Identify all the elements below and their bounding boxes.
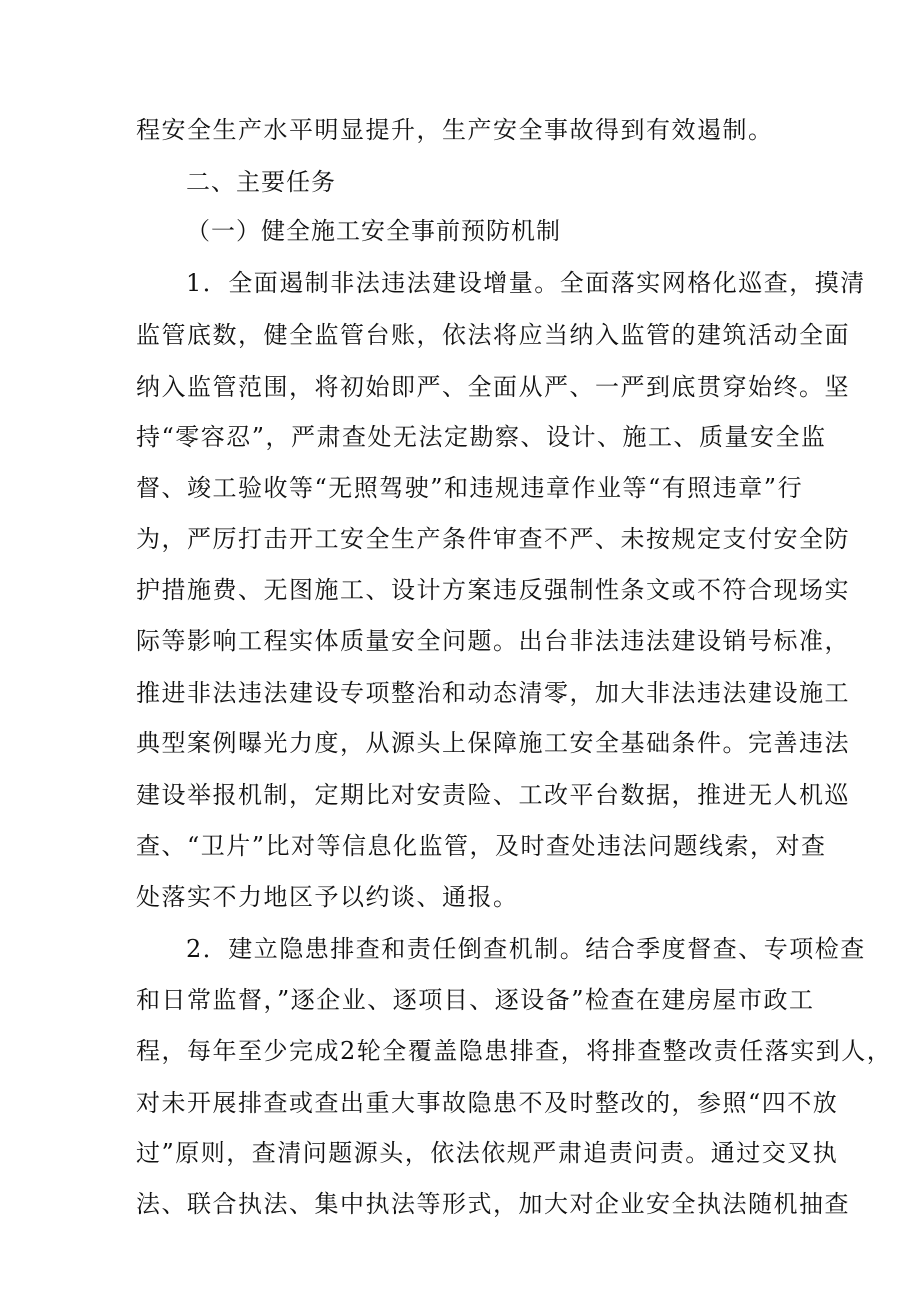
paragraph-line: 持“零容忍”，严肃查处无法定勘察、设计、施工、质量安全监 <box>136 423 827 451</box>
paragraph-line: 督、竣工验收等“无照驾驶”和违规违章作业等“有照违章”行 <box>136 474 804 502</box>
paragraph-line: 过”原则，查清问题源头，依法依规严肃追责问责。通过交叉执 <box>136 1139 839 1167</box>
subsection-heading: （一）健全施工安全事前预防机制 <box>186 217 561 245</box>
paragraph-line: 护措施费、无图施工、设计方案违反强制性条文或不符合现场实 <box>136 576 850 604</box>
paragraph-line: 纳入监管范围，将初始即严、全面从严、一严到底贯穿始终。坚 <box>136 373 850 401</box>
paragraph-line: 1．全面遏制非法违法建设增量。全面落实网格化巡查，摸清 <box>186 269 866 297</box>
paragraph-line: 查、“卫片”比对等信息化监管，及时查处违法问题线索，对查 <box>136 832 827 860</box>
paragraph-line: 处落实不力地区予以约谈、通报。 <box>136 883 519 911</box>
paragraph-line: 2．建立隐患排查和责任倒查机制。结合季度督查、专项检查 <box>186 935 866 963</box>
paragraph-line: 对未开展排查或查出重大事故隐患不及时整改的，参照“四不放 <box>136 1089 839 1117</box>
paragraph-line: 法、联合执法、集中执法等形式，加大对企业安全执法随机抽查 <box>136 1190 850 1218</box>
paragraph-line: 建设举报机制，定期比对安责险、工改平台数据，推进无人机巡 <box>136 781 850 809</box>
paragraph-line: 推进非法违法建设专项整治和动态清零，加大非法违法建设施工 <box>136 679 850 707</box>
paragraph-line: 监管底数，健全监管台账，依法将应当纳入监管的建筑活动全面 <box>136 321 850 349</box>
paragraph-line: 际等影响工程实体质量安全问题。出台非法违法建设销号标准， <box>136 627 850 655</box>
paragraph-line: 程安全生产水平明显提升，生产安全事故得到有效遏制。 <box>136 116 774 144</box>
paragraph-line: 程，每年至少完成2轮全覆盖隐患排查，将排查整改责任落实到人， <box>136 1037 893 1065</box>
paragraph-line: 和日常监督，”逐企业、逐项目、逐设备”检查在建房屋市政工 <box>136 986 815 1014</box>
paragraph-line: 典型案例曝光力度，从源头上保障施工安全基础条件。完善违法 <box>136 729 850 757</box>
section-heading: 二、主要任务 <box>186 168 336 196</box>
paragraph-line: 为，严厉打击开工安全生产条件审查不严、未按规定支付安全防 <box>136 525 850 553</box>
